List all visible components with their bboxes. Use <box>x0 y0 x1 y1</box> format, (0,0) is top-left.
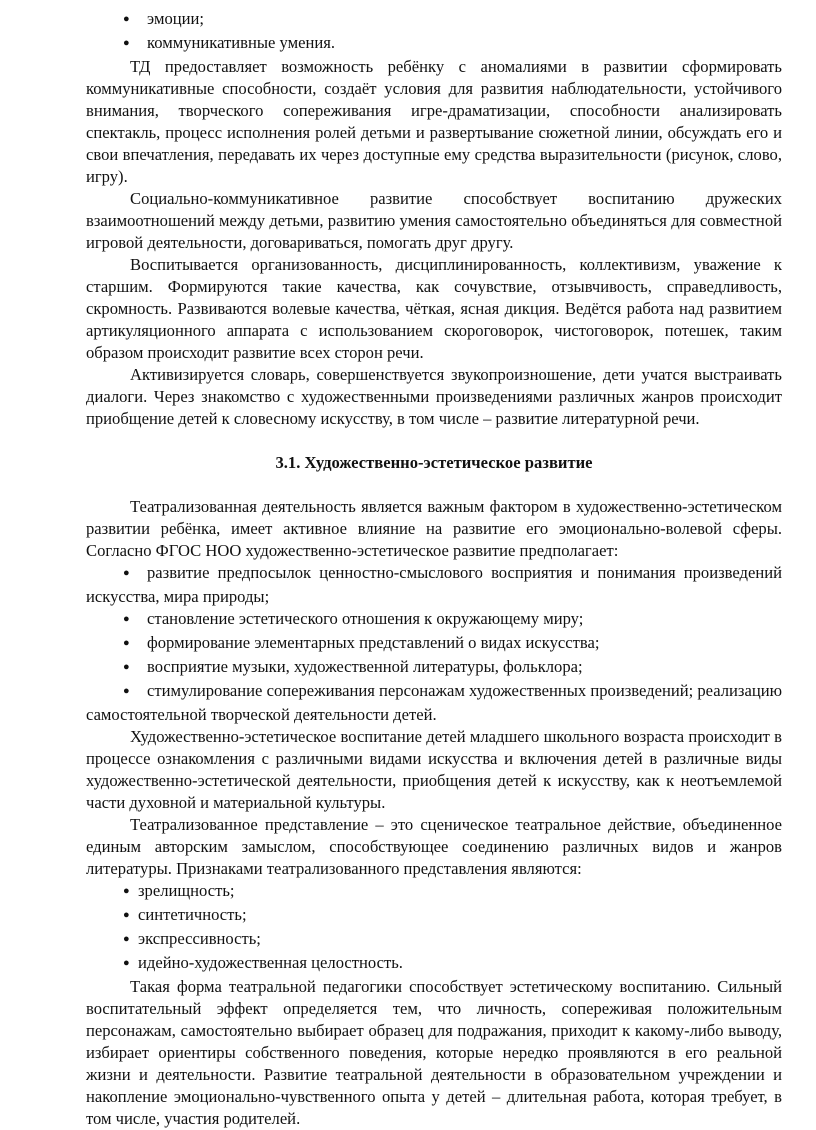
list-item <box>86 656 782 680</box>
bullet-icon: ● <box>123 909 130 921</box>
bullet-icon: ● <box>123 637 130 649</box>
list-item-text: коммуникативные умения. <box>147 33 335 52</box>
list-item-text: восприятие музыки, художественной литературы, фольклора; <box>147 657 583 676</box>
list-item <box>86 880 782 904</box>
list-item-text: стимулирование сопереживания персонажам художественных произведений; реализацию самостоятельной творческой деятельности детей. <box>86 681 782 724</box>
bullet-icon: ● <box>123 933 130 945</box>
paragraph: ТД предоставляет возможность ребёнку с аномалиями в развитии сформировать коммуникативные способности, создаёт условия для развития наблюдательности, устойчивого внимания, творческого сопереживания игре-драматизации, способности анализировать спектакль, процесс исполнения ролей детьми и развертывание сюжетной линии, обсуждать его и свои впечатления, передавать их через доступные ему средства выразительности (рисунок, слово, игру). <box>86 57 782 186</box>
paragraph: Воспитывается организованность, дисциплинированность, коллективизм, уважение к старшим. Формируются такие качества, как сочувствие, отзывчивость, справедливость, скромность. Развиваются волевые качества, чёткая, ясная дикция. Ведётся работа над развитием артикуляционного аппарата с использованием скороговорок, чистоговорок, потешек, таким образом происходит развитие всех сторон речи. <box>86 255 782 362</box>
list-item <box>86 928 782 952</box>
list-item <box>86 952 782 976</box>
list-item-text: синтетичность; <box>138 905 247 924</box>
paragraph: Театрализованная деятельность является важным фактором в художественно-эстетическом развитии ребёнка, имеет активное влияние на развитие его эмоционально-волевой сферы. Согласно ФГОС НОО художественно-эстетическое развитие предполагает: <box>86 497 782 560</box>
list-item <box>86 32 782 56</box>
bullet-icon: ● <box>123 685 130 697</box>
document-page <box>86 8 782 1130</box>
bullet-icon: ● <box>123 957 130 969</box>
list-item-text: эмоции; <box>147 9 205 28</box>
list-item <box>86 904 782 928</box>
paragraph: Художественно-эстетическое воспитание детей младшего школьного возраста происходит в процессе ознакомления с различными видами искусства и включения детей в различные виды художественно-эстетической деятельности, приобщения детей к искусству, как к неотъемлемой части духовной и материальной культуры. <box>86 727 782 812</box>
bullet-icon: ● <box>123 613 130 625</box>
bullet-icon: ● <box>123 13 130 25</box>
section-heading: 3.1. Художественно-эстетическое развитие <box>275 453 593 472</box>
list-item-text: развитие предпосылок ценностно-смыслового восприятия и понимания произведений искусства, мира природы; <box>86 563 782 606</box>
list-item <box>86 562 782 608</box>
bullet-icon: ● <box>123 885 130 897</box>
list-item-text: идейно-художественная целостность. <box>138 953 403 972</box>
list-item <box>86 608 782 632</box>
bullet-icon: ● <box>123 567 130 579</box>
list-item <box>86 8 782 32</box>
list-item <box>86 680 782 726</box>
list-item-text: экспрессивность; <box>138 929 261 948</box>
bullet-icon: ● <box>123 37 130 49</box>
paragraph: Театрализованное представление – это сценическое театральное действие, объединенное единым авторским замыслом, способствующее соединению различных видов и жанров литературы. Признаками театрализованного представления являются: <box>86 815 782 878</box>
list-item-text: формирование элементарных представлений о видах искусства; <box>147 633 600 652</box>
list-item <box>86 632 782 656</box>
paragraph: Такая форма театральной педагогики способствует эстетическому воспитанию. Сильный воспитательный эффект определяется тем, что личность, сопереживая положительным персонажам, самостоятельно выбирает образец для подражания, приходит к какому-либо выводу, избирает ориентиры собственного поведения, которые нередко проявляются в его реальной жизни и деятельности. Развитие театральной деятельности в образовательном учреждении и накопление эмоционально-чувственного опыта у детей – длительная работа, которая требует, в том числе, участия родителей. <box>86 977 782 1128</box>
bullet-icon: ● <box>123 661 130 673</box>
paragraph: Активизируется словарь, совершенствуется звукопроизношение, дети учатся выстраивать диалоги. Через знакомство с художественными произведениями различных жанров происходит приобщение детей к словесному искусству, в том числе – развитие литературной речи. <box>86 365 782 428</box>
paragraph: Социально-коммуникативное развитие способствует воспитанию дружеских взаимоотношений между детьми, развитию умения самостоятельно объединяться для совместной игровой деятельности, договариваться, помогать друг другу. <box>86 189 782 252</box>
list-item-text: становление эстетического отношения к окружающему миру; <box>147 609 584 628</box>
list-item-text: зрелищность; <box>138 881 235 900</box>
